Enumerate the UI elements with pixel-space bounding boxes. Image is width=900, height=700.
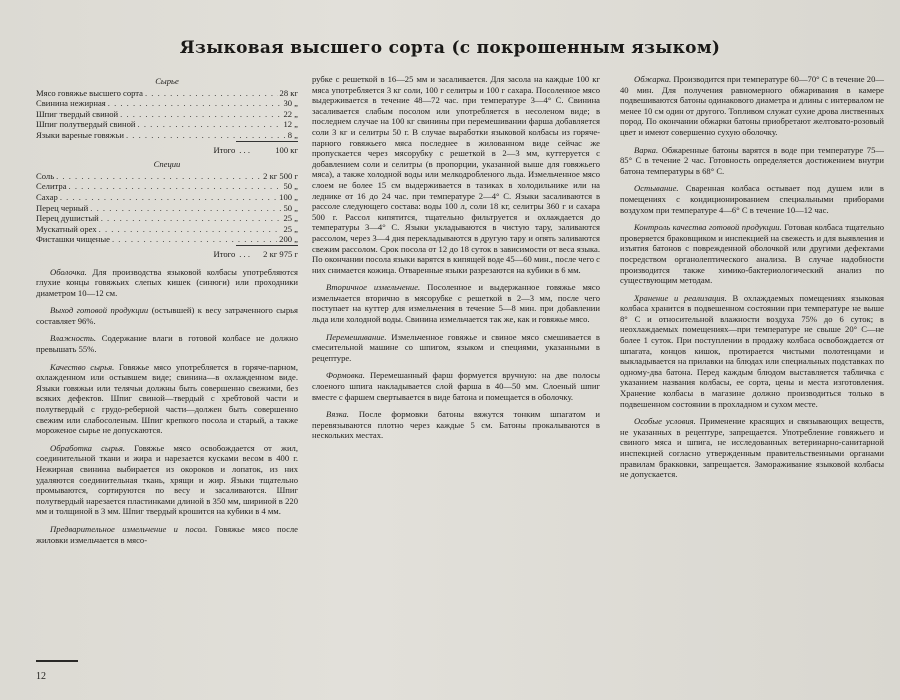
paragraph-text: Производится при температуре 60—70° С в течение 20—40 мин. Для получения равномерного обжаривания в камере подвешиваются батоны одинакового диаметра и длины с интервалом не менее 10 см один от другого. Топливом служат сухие дрова лиственных пород. По окончании обжарки батоны приобретают желтовато-розовый цвет и имеют совершенно сухую оболочку. (620, 74, 884, 137)
ingredient-row (36, 192, 298, 203)
ingredient-name: Шпиг полутвердый свиной (36, 119, 136, 130)
paragraph-heading: Влажность. (50, 333, 97, 344)
paragraph-text: Для производства языковой колбасы употребляются глухие концы говяжьих слепых кишек (синюги) или проходники диаметром 10—12 см. (36, 266, 298, 298)
col1-paragraphs (36, 267, 298, 546)
page-title: Языковая высшего сорта (с покрошенным языком) (179, 38, 721, 58)
ingredient-row (36, 234, 298, 245)
ingredient-qty: 30 „ (283, 98, 298, 109)
raw-total: Итого . . . 100 кг (213, 144, 298, 155)
paragraph-text: Измельченное говяжье и свиное мясо смешивается в смесительной машине со шпигом, языком и специями, указанными в рецептуре. (312, 331, 600, 363)
paragraph (620, 74, 884, 138)
ingredient-name: Мясо говяжье высшего сорта (36, 87, 143, 98)
paragraph-text: Сваренная колбаса остывает под душем или в помещениях с кондиционированием специальными приборами воздухом при температуре 4—6° С в течение 10—12 час. (620, 183, 884, 215)
ingredient-qty: 28 кг (279, 87, 298, 98)
spices-list (36, 171, 298, 245)
paragraph (312, 370, 600, 402)
ingredient-row (36, 130, 298, 141)
ingredient-qty: 8 „ (287, 129, 298, 140)
ingredient-qty: 200 „ (279, 234, 298, 245)
page-number: 12 (36, 671, 46, 682)
ingredient-row (36, 88, 298, 99)
raw-ingredients-list (36, 88, 298, 141)
ingredient-name: Сахар (36, 191, 58, 202)
paragraph-heading: Контроль качества готовой продукции. (634, 222, 782, 233)
paragraph (36, 267, 298, 299)
total-rule (236, 245, 298, 246)
paragraph (36, 333, 298, 354)
paragraph-text: рубке с решеткой в 16—25 мм и засаливается. Для засола на каждые 100 кг мяса употребляется 3 кг соли, 100 г селитры и 100 г сахара. Посоленное мясо выдерживается в течение 48—72 час. при температуре 3—4° С. Свинина засаливается слабым посолом или употребляется в несоленом виде; в последнем случае на 100 кг свинины при перемешивании фарша добавляется соли 3 кг и селитры 50 г. В случае выработки языковой колбасы из горяче-парного говяжьего мяса последнее в жилованном виде сейчас же пропускается через мясорубку с решеткой в 2—3 мм, куттеруется с добавлением соли и селитры (в пропорции, указанной выше для говяжьего мяса), а также холодной воды или мелкодробленого льда. Измельченное мясо слоем не более 15 см выдерживается в тазиках в холодильнике или на леднике от 16 до 24 час. при температуре 2—4° С. Языки засаливаются в рассоле следующего состава: воды 100 л, соли 18 кг, селитры 360 г и сахара 500 г. Рассол кипятится, тщательно фильтруется и охлаждается до температуры 3—4° С. Языки укладываются в чистую тару, заливаются рассолом, через 3—4 дня перекладываются в другую тару и опять заливаются свежим рассолом. Срок посола от 12 до 18 суток в зависимости от веса языка. По окончании посола языки варятся в кипящей воде 45—60 мин., после чего с них снимается кожица. Отваренные языки разрезаются на кубики в 6 мм. (312, 74, 600, 275)
ingredient-name: Перец черный (36, 202, 89, 213)
ingredient-qty: 22 „ (283, 108, 298, 119)
paragraph-text: Посоленное и выдержанное говяжье мясо измельчается вторично в мясорубке с решеткой в 2—3 мм, после чего поступает на куттер для измельчения в течение 5—8 мин. при добавлении льда или холодной воды. Свинина измельчается так же, как и говяжье мясо. (312, 282, 600, 325)
paragraph-heading: Обработка сырья. (50, 442, 126, 453)
ingredient-row (36, 224, 298, 235)
paragraph-text: Применение красящих и связывающих веществ, не указанных в рецептуре, запрещается. Употребление говяжьего и свиного мяса и шпига, не исследованных ветеринарно-санитарной инспекцией согласно утвержденным правительственными органами правилам бракковки, запрещается. Замораживание языковой колбасы не допускается. (620, 416, 885, 480)
paragraph-heading: Особые условия. (634, 416, 696, 427)
spices-total: Итого . . . 2 кг 975 г (213, 248, 298, 259)
ingredient-qty: 25 „ (283, 213, 298, 224)
total-value: 100 кг (275, 144, 298, 155)
ingredient-row (36, 203, 298, 214)
paragraph-text: Содержание влаги в готовой колбасе не должно превышать 55%. (36, 333, 298, 355)
paragraph (620, 145, 884, 177)
page-number-rule (36, 660, 78, 662)
paragraph (36, 443, 298, 517)
ingredient-name: Свинина нежирная (36, 98, 106, 109)
paragraph-heading: Обжарка. (634, 74, 672, 84)
paragraph (312, 332, 600, 364)
ingredient-name: Селитра (36, 181, 67, 192)
paragraph-heading: Остывание. (634, 183, 679, 194)
paragraph (312, 282, 600, 324)
paragraph-text: В охлаждаемых помещениях языковая колбаса хранится в подвешенном состоянии при температуре не выше 8° С и относительной влажности воздуха 75% до 6 суток; в неохлаждаемых помещениях—при температуре не свыше 20° С—не более 1 суток. При поступлении в продажу колбаса освобождается от шпагата, концов кишок, протирается чистыми полотенцами и выкладывается на прилавки на блюдах или специальных подставках по одному-два батона. Перед каждым блюдом выставляется табличка с указанием названия колбасы, ее сорта, цены и места изготовления. Хранение колбасы в магазине должно производиться только в подвешенном состоянии в прохладном и сухом месте. (620, 292, 884, 409)
paragraph-text: (остывшей) к весу затраченного сырья составляет 96%. (36, 305, 298, 326)
paragraph (36, 305, 298, 326)
paragraph (620, 416, 884, 480)
total-value: 2 кг 975 г (263, 248, 298, 259)
ingredient-row (36, 98, 298, 109)
paragraph (620, 293, 884, 410)
ingredient-qty: 12 „ (283, 119, 298, 130)
paragraph-text: Готовая колбаса тщательно проверяется браковщиком и инспекцией на свежесть и для выявления и изъятия батонов с поврежденной оболочкой или другими дефектами посредством органолептического анализа. В случае надобности производится также химико-бактериологический анализ по существующим методам. (620, 222, 884, 286)
raw-heading: Сырье (155, 76, 179, 86)
paragraph (36, 362, 298, 436)
paragraph (620, 222, 884, 286)
ingredient-row (36, 181, 298, 192)
paragraph-text: Говяжье мясо употребляется в горяче-парном, охлажденном или остывшем виде; свинина—в охлажденном виде. Языки говяжьи или телячьи должны быть совершенно свежими, без всяких дефектов. Шпиг свиной—твердый с хребтовой части и полутвердый с грудо-реберной части—должен быть совершенно свежим или слабосоленым. Шпиг крепкого посола и старый, а также мороженое сырье не допускаются. (36, 361, 299, 436)
column-middle (312, 74, 600, 441)
paragraph-heading: Предварительное измельчение и посол. (50, 523, 208, 534)
paragraph (620, 183, 884, 215)
column-right (620, 74, 884, 480)
paragraph-heading: Хранение и реализация. (634, 292, 727, 303)
ingredient-qty: 25 „ (283, 223, 298, 234)
paragraph (312, 74, 600, 275)
paragraph-heading: Перемешивание. (326, 331, 387, 342)
ingredient-row (36, 171, 298, 182)
paragraph-heading: Оболочка. (50, 266, 87, 277)
ingredient-name: Мускатный орех (36, 223, 97, 234)
paragraph-text: После формовки батоны вяжутся тонким шпагатом и перевязываются плотно через каждые 5 см. Батоны прокалываются в нескольких местах. (312, 409, 600, 441)
paragraph-text: Говяжье мясо освобождается от жил, соединительной ткани и жира и нарезается кусками весом в 400 г. Нежирная свинина выбирается из окороков и лопаток, из них удаляются соединительная ткань, хрящи и жир. Языки тщательно промываются, сортируются по весу и засаливаются. Шпиг полутвердый нарезается пластинками длиной в 350 мм, шириной в 220 мм и толщиной в 3 мм. Шпиг твердый крошится на кубики в 4 мм. (36, 442, 298, 517)
paragraph-heading: Выход готовой продукции (50, 305, 149, 316)
ingredient-name: Шпиг твердый свиной (36, 108, 119, 119)
paragraph-text: Обжаренные батоны варятся в воде при температуре 75—85° С в течение 2 час. Готовность определяется достижением внутри батона температуры в 68° С. (620, 144, 884, 176)
ingredient-qty: 50 „ (283, 202, 298, 213)
paragraph-text: Перемешанный фарш формуется вручную: на две полосы слоеного шпига накладывается слой фарша в 40—50 мм. Слоеный шпиг вместе с фаршем свертывается в виде батона и помещается в оболочку. (312, 370, 600, 402)
total-rule (236, 141, 298, 142)
ingredient-qty: 2 кг 500 г (263, 170, 298, 181)
ingredient-name: Соль (36, 170, 55, 181)
ingredient-qty: 50 „ (283, 181, 298, 192)
spices-heading: Специи (153, 159, 181, 170)
paragraph-heading: Формовка. (326, 370, 365, 381)
ingredient-row (36, 109, 298, 120)
paragraph (312, 409, 600, 441)
column-left (36, 74, 298, 545)
paragraph (36, 524, 298, 545)
paragraph-heading: Варка. (634, 144, 659, 155)
paragraph-heading: Вязка. (326, 409, 349, 420)
ingredient-name: Фисташки чищеные (36, 234, 110, 245)
paragraph-heading: Вторичное измельчение. (326, 282, 421, 293)
total-label: Итого (213, 248, 236, 259)
paragraph-text: Говяжье мясо после жиловки измельчается в мясо- (36, 523, 298, 545)
ingredient-name: Языки вареные говяжьи (36, 129, 124, 140)
ingredient-row (36, 213, 298, 224)
ingredient-name: Перец душистый (36, 213, 99, 224)
ingredient-row (36, 119, 298, 130)
total-label: Итого (213, 144, 236, 155)
ingredient-qty: 100 „ (279, 191, 298, 202)
paragraph-heading: Качество сырья. (50, 361, 115, 372)
